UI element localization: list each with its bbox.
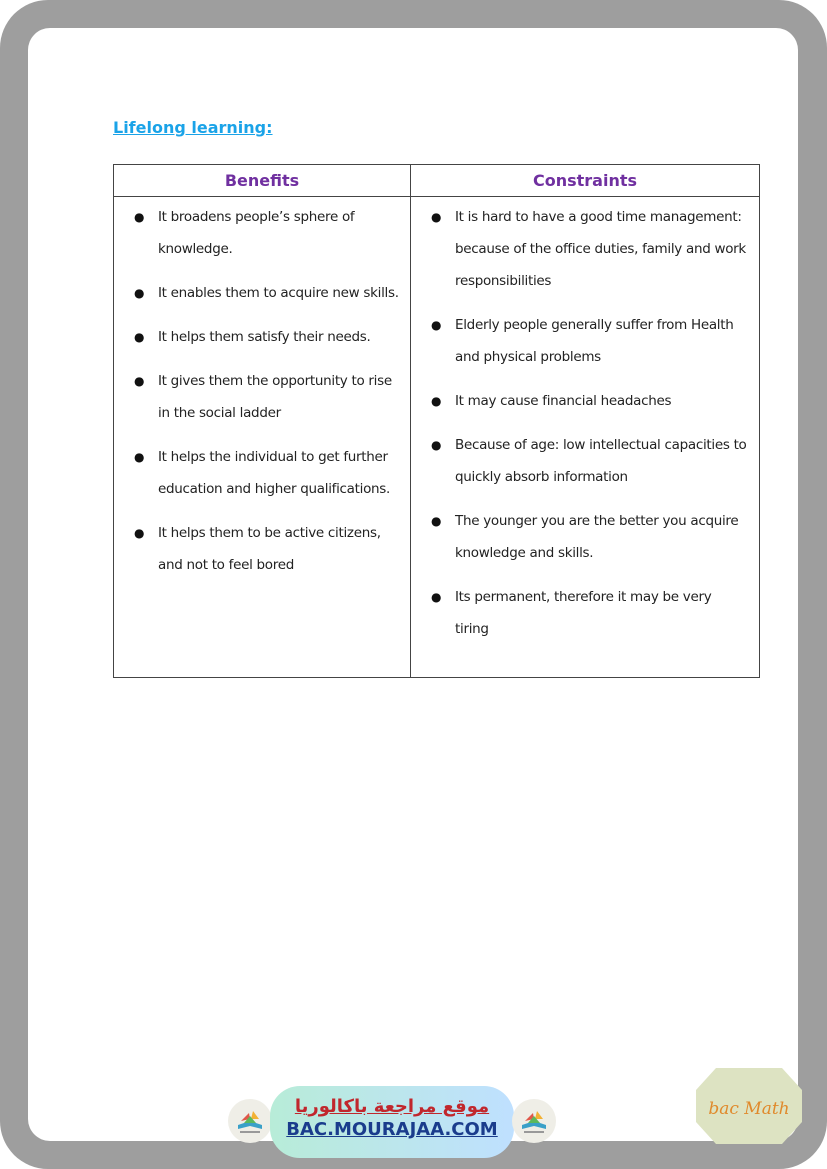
- list-item: ● Its permanent, therefore it may be very tiring: [419, 581, 749, 645]
- bullet-icon: ●: [134, 526, 145, 540]
- bullet-icon: ●: [134, 210, 145, 224]
- constraints-header: Constraints: [411, 165, 760, 197]
- constraints-list: [419, 201, 749, 645]
- lifelong-learning-table: [113, 164, 760, 678]
- book-logo-icon: [512, 1099, 556, 1143]
- bullet-icon: ●: [431, 438, 442, 452]
- benefits-cell: [114, 197, 411, 678]
- list-item: ● It helps them satisfy their needs.: [122, 321, 400, 353]
- bac-math-logo: [694, 1066, 804, 1146]
- bullet-icon: ●: [431, 394, 442, 408]
- benefits-list: [122, 201, 400, 581]
- benefits-header: Benefits: [114, 165, 411, 197]
- list-item: ● It may cause financial headaches: [419, 385, 749, 417]
- constraints-cell: [411, 197, 760, 678]
- bullet-icon: ●: [431, 318, 442, 332]
- banner-arabic-text[interactable]: موقع مراجعة باكالوريا: [294, 1096, 490, 1117]
- list-item: ● The younger you are the better you acquire knowledge and skills.: [419, 505, 749, 569]
- list-item: ● It helps the individual to get further education and higher qualifications.: [122, 441, 400, 505]
- table-row: [114, 197, 760, 678]
- bullet-icon: ●: [431, 590, 442, 604]
- list-item: ● It broadens people’s sphere of knowledge.: [122, 201, 400, 265]
- banner-url-link[interactable]: BAC.MOURAJAA.COM: [286, 1119, 498, 1140]
- bullet-icon: ●: [134, 330, 145, 344]
- site-banner[interactable]: [270, 1086, 514, 1158]
- list-item: ● Elderly people generally suffer from Health and physical problems: [419, 309, 749, 373]
- bac-math-logo-text: bac Math: [708, 1099, 790, 1119]
- page-title: Lifelong learning:: [113, 118, 273, 137]
- bullet-icon: ●: [134, 286, 145, 300]
- table-header-row: [114, 165, 760, 197]
- list-item: ● It gives them the opportunity to rise in the social ladder: [122, 365, 400, 429]
- bullet-icon: ●: [431, 210, 442, 224]
- list-item: ● Because of age: low intellectual capacities to quickly absorb information: [419, 429, 749, 493]
- bullet-icon: ●: [134, 450, 145, 464]
- list-item: ● It helps them to be active citizens, and not to feel bored: [122, 517, 400, 581]
- book-logo-icon: [228, 1099, 272, 1143]
- list-item: ● It is hard to have a good time management: because of the office duties, family and work responsibilities: [419, 201, 749, 297]
- list-item: ● It enables them to acquire new skills.: [122, 277, 400, 309]
- bullet-icon: ●: [431, 514, 442, 528]
- bullet-icon: ●: [134, 374, 145, 388]
